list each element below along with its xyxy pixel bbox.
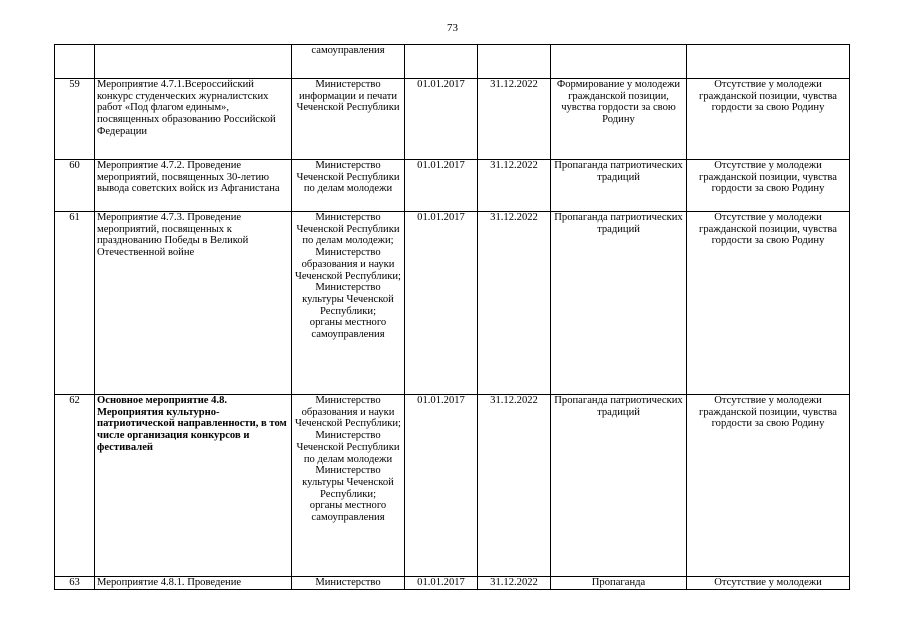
cell-result: Формирование у молодежи гражданской позиции, чувства гордости за свою Родину	[551, 79, 687, 160]
cell-risk	[687, 45, 850, 79]
cell-end: 31.12.2022	[478, 395, 551, 577]
cell-result	[551, 45, 687, 79]
cell-risk: Отсутствие у молодежи гражданской позиции, чувства гордости за свою Родину	[687, 79, 850, 160]
cell-end	[478, 45, 551, 79]
executor-line: Министерство образования и науки Чеченской Республики;	[294, 247, 402, 282]
cell-executor	[292, 577, 405, 590]
cell-start: 01.01.2017	[405, 395, 478, 577]
cell-start: 01.01.2017	[405, 160, 478, 212]
cell-name: Мероприятие 4.7.2. Проведение мероприятий, посвященных 30-летию вывода советских войск из Афганистана	[95, 160, 292, 212]
table-row	[55, 212, 850, 395]
cell-num: 63	[55, 577, 95, 590]
table-row	[55, 79, 850, 160]
cell-start: 01.01.2017	[405, 577, 478, 590]
executor-line: органы местного самоуправления	[309, 500, 387, 524]
cell-result: Пропаганда	[551, 577, 687, 590]
cell-num: 62	[55, 395, 95, 577]
cell-end: 31.12.2022	[478, 79, 551, 160]
executor-line: Министерство культуры Чеченской Республики;	[302, 465, 394, 500]
cell-name: Мероприятие 4.7.3. Проведение мероприятий, посвященных к празднованию Победы в Великой Отечественной войне	[95, 212, 292, 395]
cell-name: Основное мероприятие 4.8. Мероприятия культурно-патриотической направленности, в том числе организация конкурсов и фестивалей	[95, 395, 292, 577]
executor-line: Министерство культуры Чеченской Республики;	[302, 282, 394, 317]
table-body	[55, 45, 850, 590]
cell-executor: самоуправления	[292, 45, 405, 79]
cell-executor	[292, 79, 405, 160]
cell-name: Мероприятие 4.8.1. Проведение	[95, 577, 292, 590]
cell-num: 60	[55, 160, 95, 212]
cell-name	[95, 45, 292, 79]
executor-line: Министерство Чеченской Республики по делам молодежи	[296, 430, 400, 465]
executor-line: органы местного самоуправления	[309, 317, 387, 341]
cell-num: 61	[55, 212, 95, 395]
cell-executor	[292, 160, 405, 212]
cell-num: 59	[55, 79, 95, 160]
table-row-continued	[55, 45, 850, 79]
executor-line: Министерство	[315, 577, 381, 588]
program-activities-table	[54, 44, 850, 590]
cell-start	[405, 45, 478, 79]
executor-line: Министерство Чеченской Республики по делам молодежи;	[296, 212, 400, 247]
page-number: 73	[447, 22, 458, 34]
cell-result: Пропаганда патриотических традиций	[551, 160, 687, 212]
table-row	[55, 395, 850, 577]
cell-result: Пропаганда патриотических традиций	[551, 395, 687, 577]
cell-start: 01.01.2017	[405, 79, 478, 160]
executor-line: Министерство информации и печати Чеченской Республики	[296, 79, 400, 114]
cell-start: 01.01.2017	[405, 212, 478, 395]
executor-line: Министерство Чеченской Республики по делам молодежи	[296, 160, 400, 195]
table-row	[55, 577, 850, 590]
cell-end: 31.12.2022	[478, 212, 551, 395]
cell-end: 31.12.2022	[478, 160, 551, 212]
cell-risk: Отсутствие у молодежи гражданской позиции, чувства гордости за свою Родину	[687, 160, 850, 212]
table-row	[55, 160, 850, 212]
cell-executor	[292, 395, 405, 577]
executor-line: Министерство образования и науки Чеченской Республики;	[294, 395, 402, 430]
cell-risk: Отсутствие у молодежи	[687, 577, 850, 590]
cell-risk: Отсутствие у молодежи гражданской позиции, чувства гордости за свою Родину	[687, 395, 850, 577]
cell-num	[55, 45, 95, 79]
cell-result: Пропаганда патриотических традиций	[551, 212, 687, 395]
cell-end: 31.12.2022	[478, 577, 551, 590]
cell-executor	[292, 212, 405, 395]
cell-name: Мероприятие 4.7.1.Всероссийский конкурс студенческих журналистских работ «Под флагом единым», посвященных образованию Российской Федерации	[95, 79, 292, 160]
cell-risk: Отсутствие у молодежи гражданской позиции, чувства гордости за свою Родину	[687, 212, 850, 395]
